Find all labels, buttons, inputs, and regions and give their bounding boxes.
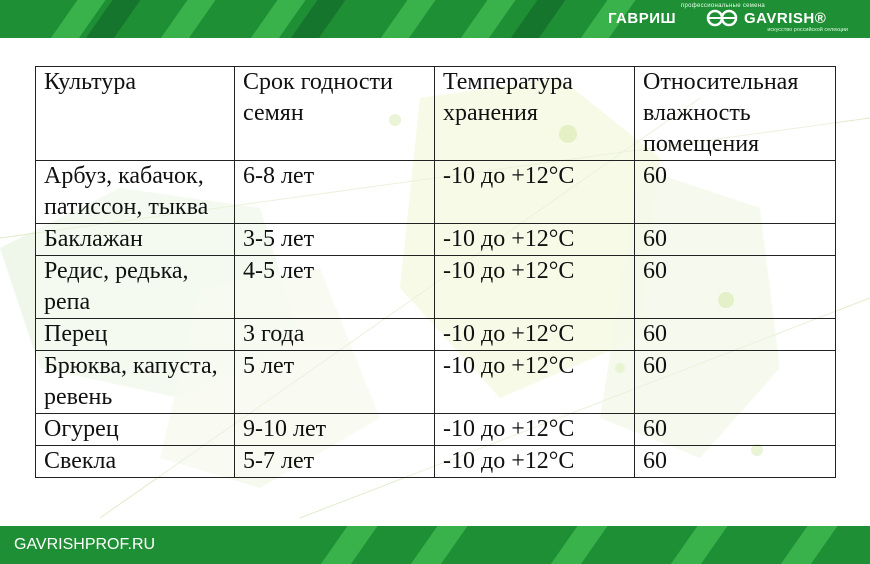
table-row — [36, 414, 836, 446]
decor-stripe — [388, 526, 481, 564]
footer-website-link[interactable]: GAVRISHPROF.RU — [14, 536, 156, 553]
decor-stripe — [528, 526, 621, 564]
table-row — [36, 319, 836, 351]
cell-crop: Арбуз, кабачок, патиссон, тыква — [36, 161, 235, 224]
table-row — [36, 161, 836, 224]
decor-stripe — [758, 526, 851, 564]
seed-storage-table — [35, 66, 836, 478]
decor-stripe — [298, 526, 391, 564]
cell-humidity: 60 — [635, 319, 836, 351]
header-storage-temperature: Температура хранения — [435, 67, 635, 161]
cell-temperature: -10 до +12°C — [435, 446, 635, 478]
cell-temperature: -10 до +12°C — [435, 161, 635, 224]
logo-brand-ru: ГАВРИШ — [608, 10, 677, 27]
cell-humidity: 60 — [635, 351, 836, 414]
cell-humidity: 60 — [635, 446, 836, 478]
table-row — [36, 224, 836, 256]
cell-humidity: 60 — [635, 414, 836, 446]
cell-crop: Брюква, капуста, ревень — [36, 351, 235, 414]
table-row — [36, 256, 836, 319]
cell-temperature: -10 до +12°C — [435, 224, 635, 256]
cell-temperature: -10 до +12°C — [435, 351, 635, 414]
cell-shelf-life: 3 года — [235, 319, 435, 351]
header-relative-humidity: Относительная влажность помещения — [635, 67, 836, 161]
cell-crop: Редис, редька, репа — [36, 256, 235, 319]
cell-shelf-life: 4-5 лет — [235, 256, 435, 319]
header-band — [0, 0, 870, 38]
decor-stripe — [648, 526, 741, 564]
decor-stripe — [358, 0, 449, 38]
gavrish-logo[interactable] — [608, 3, 848, 35]
cell-temperature: -10 до +12°C — [435, 414, 635, 446]
cell-shelf-life: 9-10 лет — [235, 414, 435, 446]
table-row — [36, 446, 836, 478]
cell-humidity: 60 — [635, 224, 836, 256]
decor-stripe — [138, 0, 229, 38]
cell-humidity: 60 — [635, 161, 836, 224]
cell-shelf-life: 3-5 лет — [235, 224, 435, 256]
cell-crop: Свекла — [36, 446, 235, 478]
cell-shelf-life: 5-7 лет — [235, 446, 435, 478]
table-header-row — [36, 67, 836, 161]
cell-humidity: 60 — [635, 256, 836, 319]
logo-brand-lat: GAVRISH® — [744, 10, 827, 27]
cell-temperature: -10 до +12°C — [435, 319, 635, 351]
logo-tagline-bottom: искусство российской селекции — [767, 27, 848, 33]
cell-crop: Перец — [36, 319, 235, 351]
cell-crop: Баклажан — [36, 224, 235, 256]
table-row — [36, 351, 836, 414]
cell-temperature: -10 до +12°C — [435, 256, 635, 319]
logo-rings-icon — [704, 9, 740, 27]
cell-shelf-life: 6-8 лет — [235, 161, 435, 224]
footer-band — [0, 526, 870, 564]
cell-crop: Огурец — [36, 414, 235, 446]
cell-shelf-life: 5 лет — [235, 351, 435, 414]
header-crop: Культура — [36, 67, 235, 161]
logo-tagline-top: профессиональные семена — [680, 3, 766, 9]
header-shelf-life: Срок годности семян — [235, 67, 435, 161]
